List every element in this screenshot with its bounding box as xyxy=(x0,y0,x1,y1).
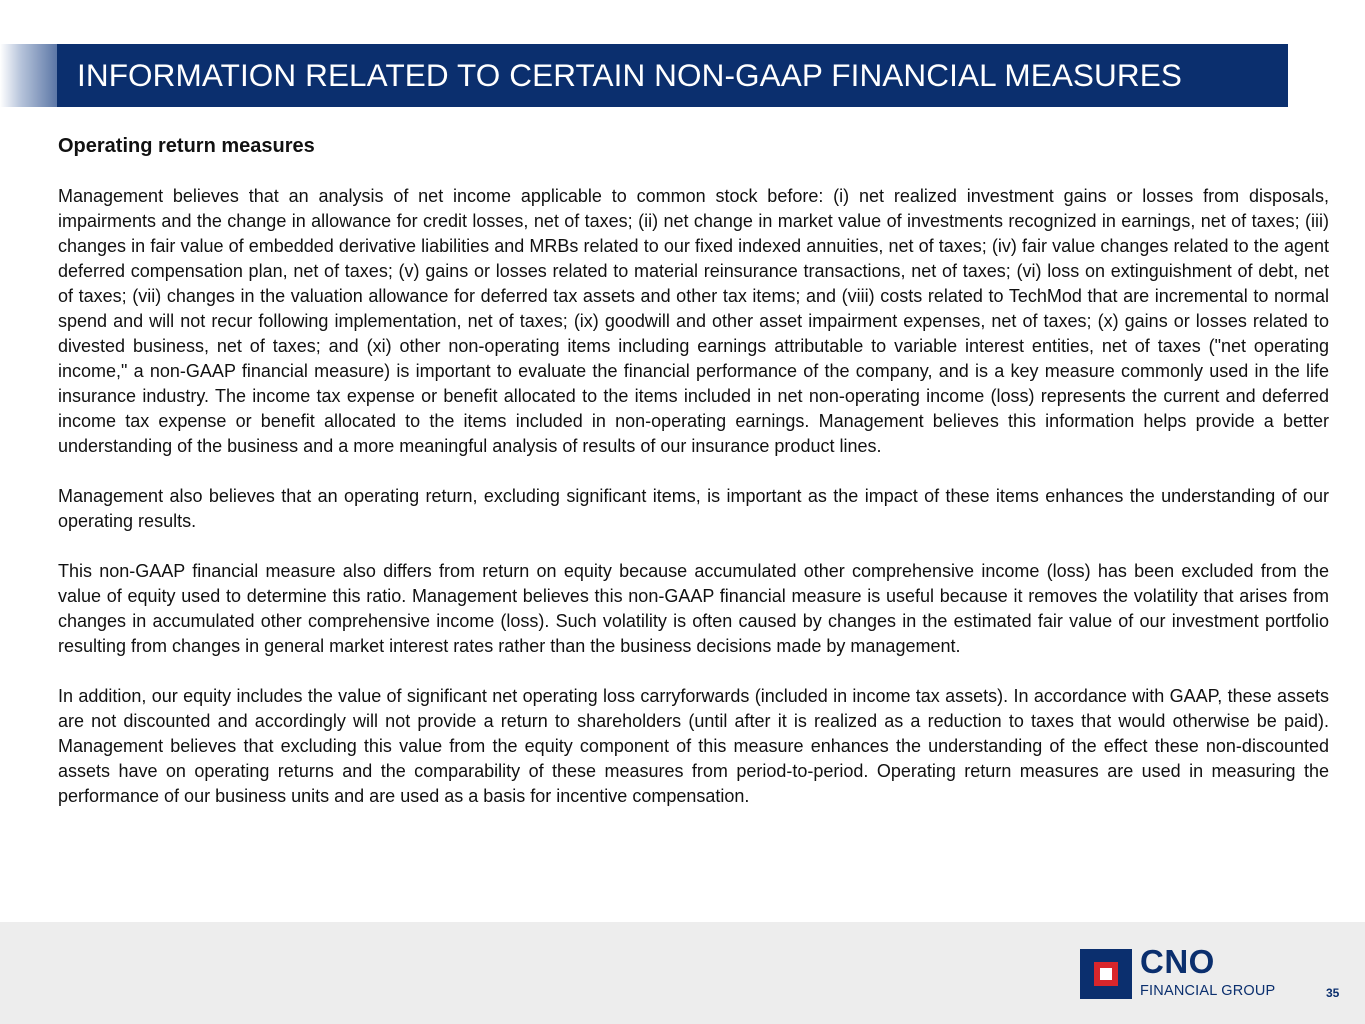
paragraph-aoci-exclusion: This non-GAAP financial measure also differs from return on equity because accumulated other comprehensive income (loss) has been excluded from the value of equity used to determine this ratio. Management believes this non-GAAP financial measure is useful because it removes the volatility that arises from changes in accumulated other comprehensive income (loss). Such volatility is often caused by changes in the estimated fair value of our investment portfolio resulting from changes in general market interest rates rather than the business decisions made by management. xyxy=(58,561,1329,656)
page-number: 35 xyxy=(1326,986,1340,1000)
section-heading: Operating return measures xyxy=(58,135,315,157)
paragraph-significant-items: Management also believes that an operating return, excluding significant items, is important as the impact of these items enhances the understanding of our operating results. xyxy=(58,486,1329,531)
title-band xyxy=(57,44,1288,107)
company-logo xyxy=(1080,943,1290,1001)
title-bar xyxy=(0,44,1288,107)
paragraph-net-operating-income: Management believes that an analysis of net income applicable to common stock before: (i) net realized investment gains or losses from disposals, impairments and the change in allowance for credit losses, net of taxes; (ii) net change in market value of investments recognized in earnings, net of taxes; (iii) changes in fair value of embedded derivative liabilities and MRBs related to our fixed indexed annuities, net of taxes; (iv) fair value changes related to the agent deferred compensation plan, net of taxes; (v) gains or losses related to material reinsurance transactions, net of taxes; (vi) loss on extinguishment of debt, net of taxes; (vii) changes in the valuation allowance for deferred tax assets and other tax items; and (viii) costs related to TechMod that are incremental to normal spend and will not recur following implementation, net of taxes; (ix) goodwill and other asset impairment expenses, net of taxes; (x) gains or losses related to divested business, net of taxes; and (xi) other non-operating items including earnings attributable to variable interest entities, net of taxes ("net operating income," a non-GAAP financial measure) is important to evaluate the financial performance of the company, and is a key measure commonly used in the life insurance industry. The income tax expense or benefit allocated to the items included in net non-operating income (loss) represents the current and deferred income tax expense or benefit allocated to the items included in non-operating earnings. Management believes this information helps provide a better understanding of the business and a more meaningful analysis of results of our insurance product lines. xyxy=(58,186,1329,456)
page-title: INFORMATION RELATED TO CERTAIN NON-GAAP FINANCIAL MEASURES xyxy=(77,57,1182,93)
paragraph-nol-carryforwards: In addition, our equity includes the value of significant net operating loss carryforwards (included in income tax assets). In accordance with GAAP, these assets are not discounted and accordingly will not provide a return to shareholders (until after it is realized as a reduction to taxes that would otherwise be paid). Management believes that excluding this value from the equity component of this measure enhances the understanding of the effect these non-discounted assets have on operating returns and the comparability of these measures from period-to-period. Operating return measures are used in measuring the performance of our business units and are used as a basis for incentive compensation. xyxy=(58,686,1329,806)
main-content xyxy=(58,132,1329,834)
logo-wordmark: CNO xyxy=(1140,943,1215,980)
logo-mark-icon xyxy=(1080,949,1132,999)
logo-subtitle: FINANCIAL GROUP xyxy=(1140,983,1276,999)
title-accent-gradient xyxy=(0,44,57,107)
